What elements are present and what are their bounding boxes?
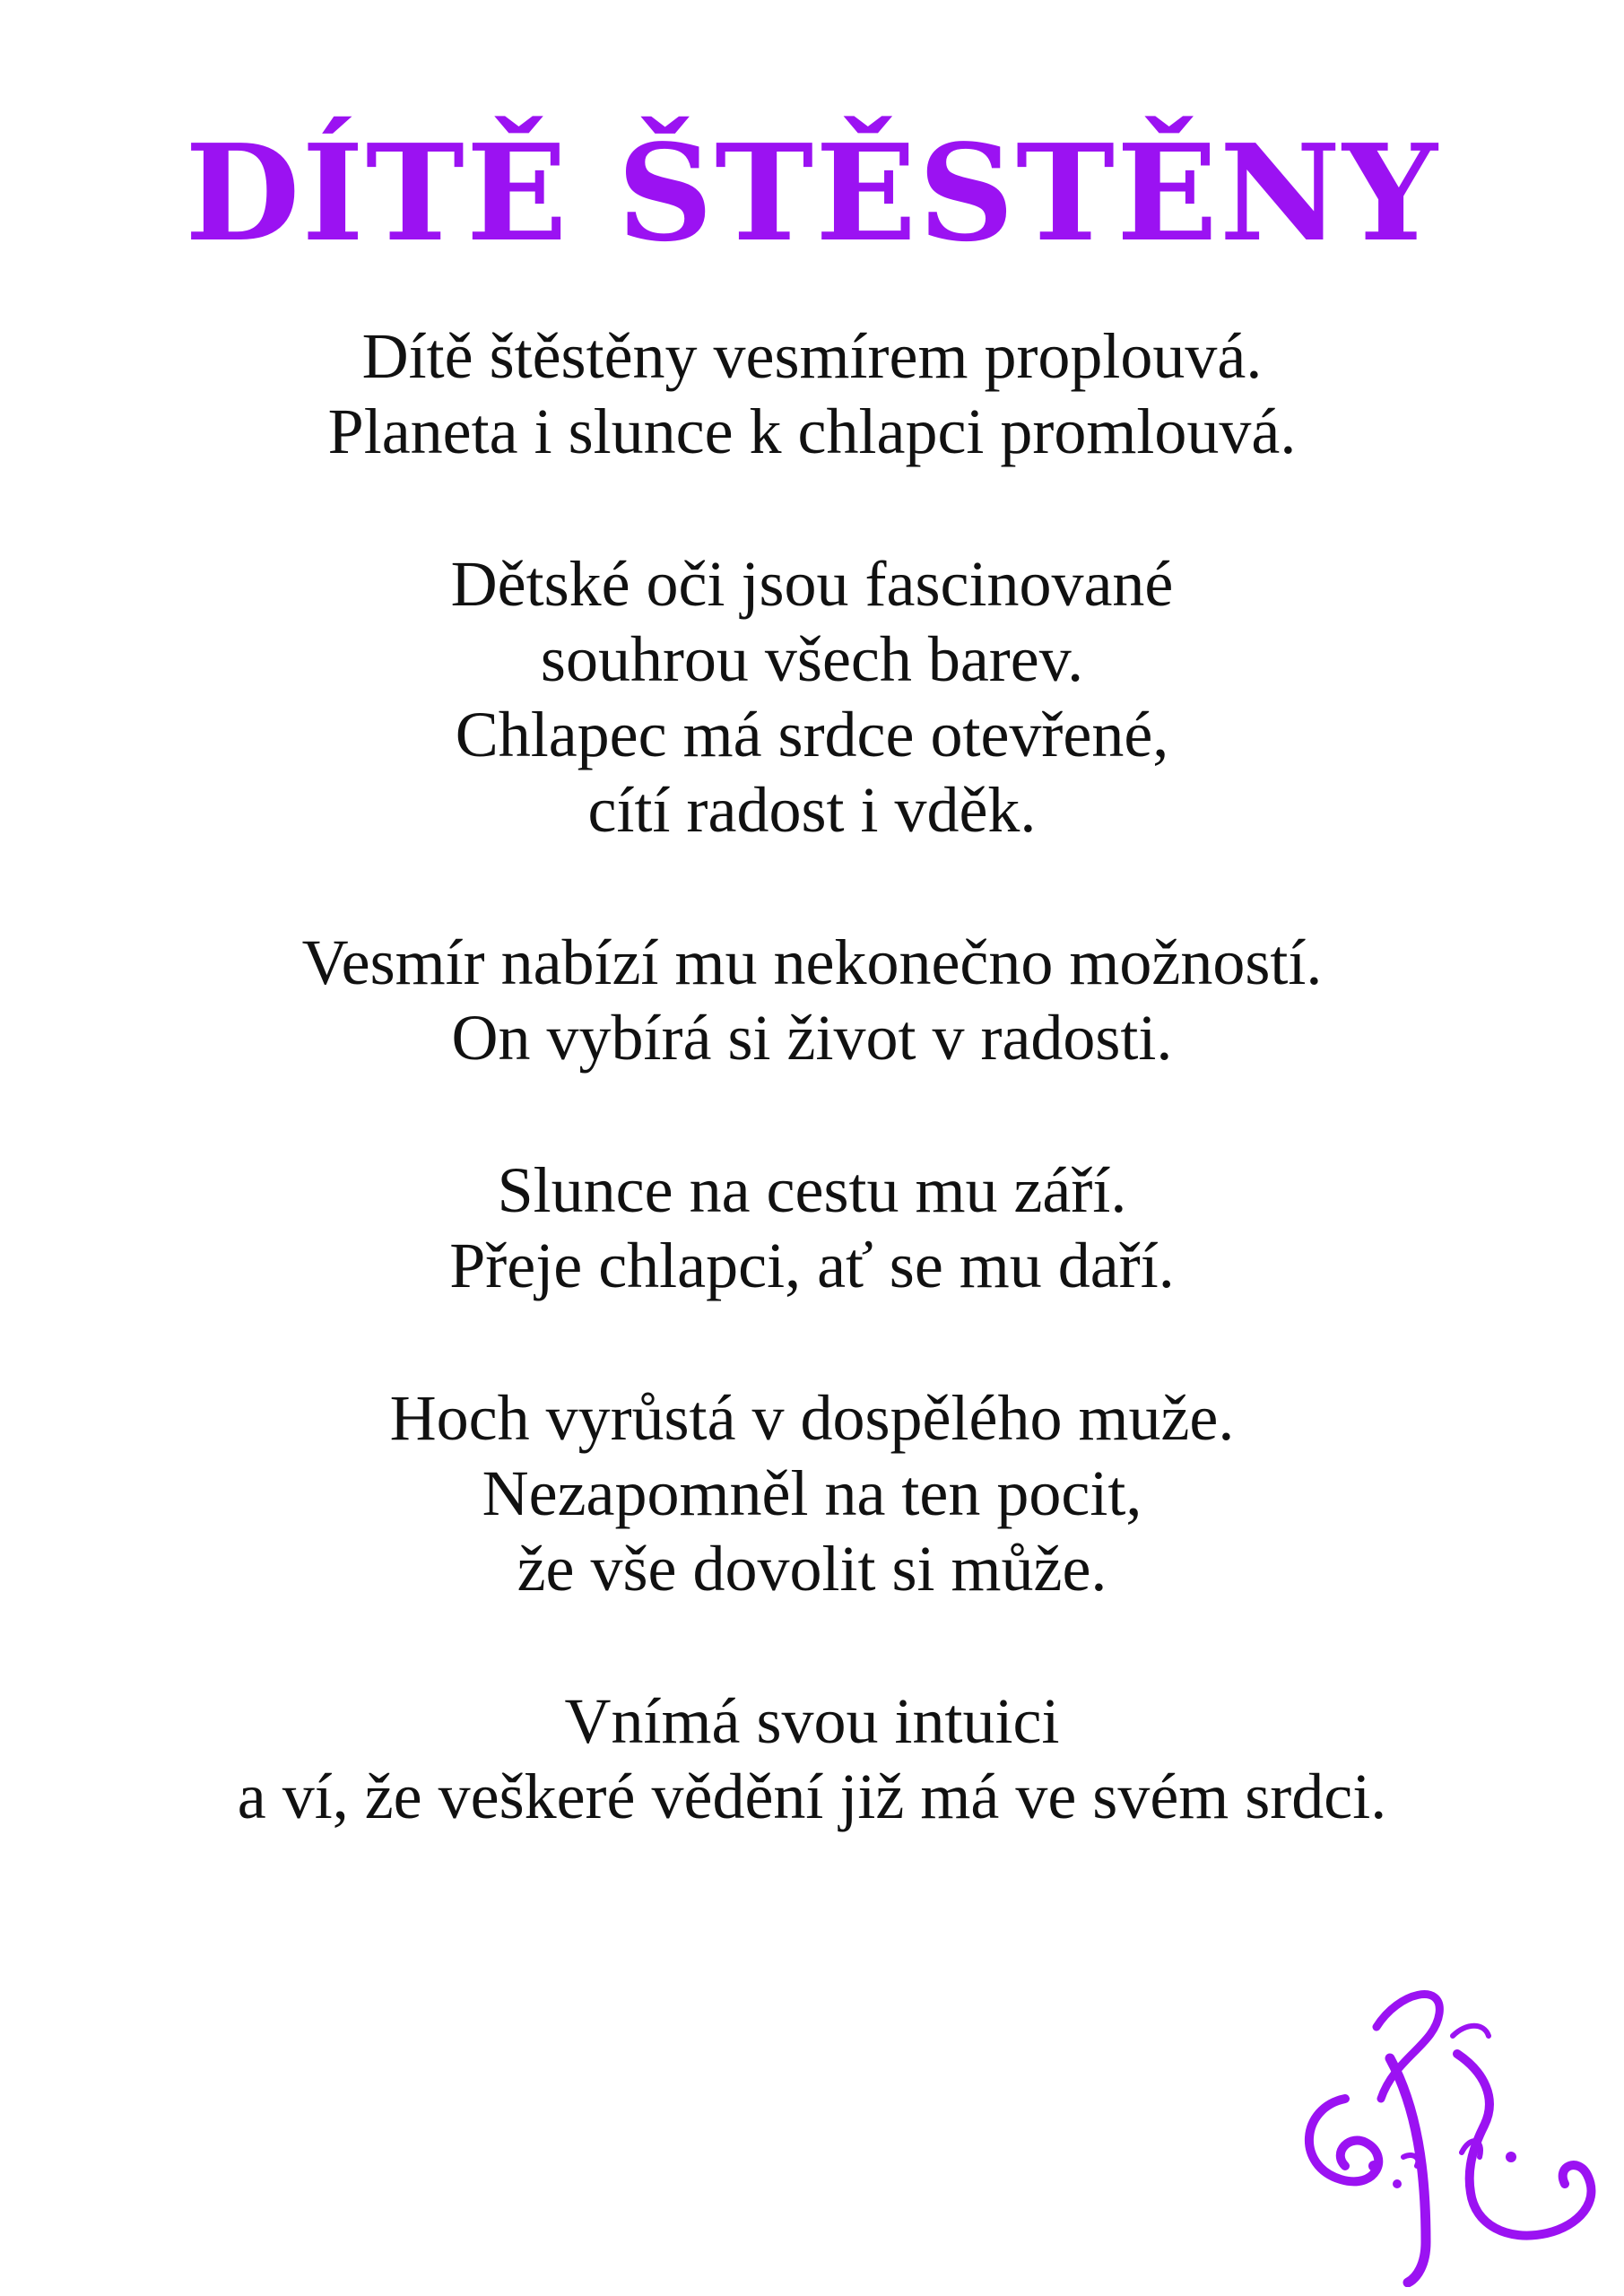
stanza-3 [0, 925, 1624, 1075]
poem-title: DÍTĚ ŠTĚSTĚNY [185, 115, 1439, 271]
stanza-2 [0, 546, 1624, 848]
stanza-4 [0, 1152, 1624, 1303]
poem-line: že vše dovolit si může. [517, 1533, 1107, 1605]
poem-line: Chlapec má srdce otevřené, [455, 699, 1169, 770]
poem-line: Přeje chlapci, ať se mu daří. [449, 1230, 1175, 1301]
stanza-6 [0, 1683, 1624, 1834]
poem-line: Dětské oči jsou fascinované [450, 548, 1174, 620]
stanza-1 [0, 318, 1624, 469]
poem-line: On vybírá si život v radosti. [451, 1002, 1173, 1074]
poem-line: Nezapomněl na ten pocit, [482, 1457, 1142, 1529]
calligraphic-signature-icon [1291, 1973, 1614, 2287]
poem-body [0, 318, 1624, 1911]
poem-line: Dítě štěstěny vesmírem proplouvá. [361, 320, 1263, 392]
poem-line: Planeta i slunce k chlapci promlouvá. [327, 396, 1297, 467]
poem-line: Vesmír nabízí mu nekonečno možností. [301, 926, 1323, 998]
poem-line: Hoch vyrůstá v dospělého muže. [389, 1382, 1235, 1454]
poem-line: Vnímá svou intuici [564, 1685, 1060, 1757]
poem-line: souhrou všech barev. [540, 623, 1084, 695]
stanza-5 [0, 1380, 1624, 1606]
poem-line: Slunce na cestu mu září. [497, 1154, 1127, 1226]
poem-line: cítí radost i vděk. [587, 774, 1037, 846]
poem-line: a ví, že veškeré vědění již má ve svém srdci. [237, 1761, 1387, 1832]
